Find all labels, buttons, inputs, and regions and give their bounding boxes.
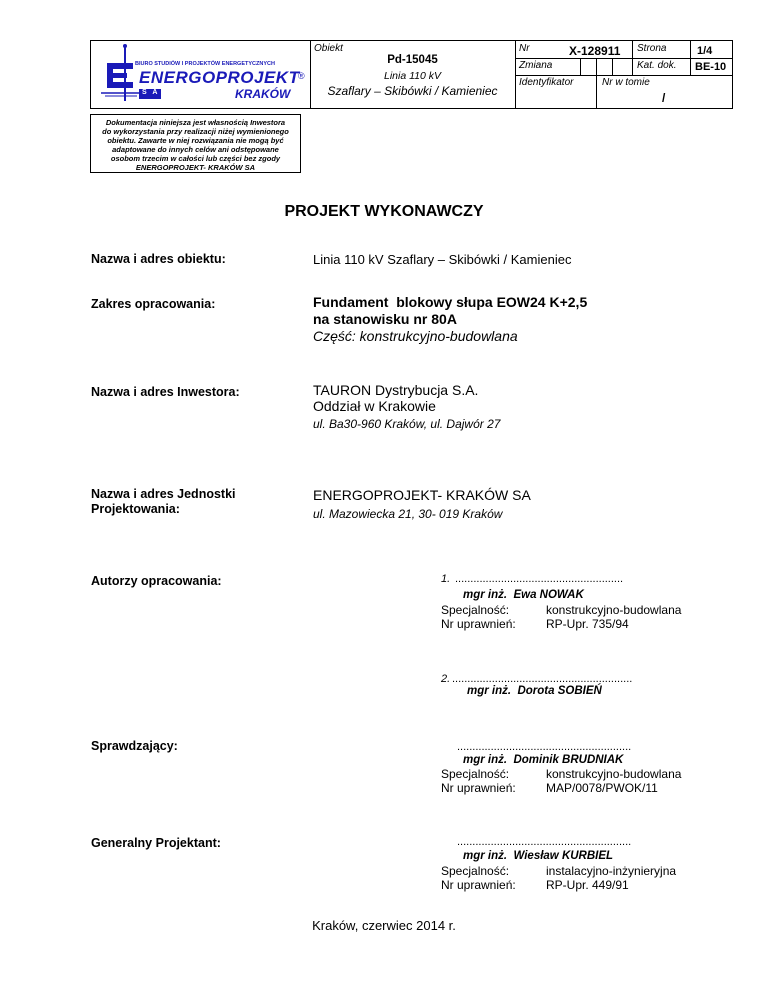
notice-line: osobom trzecim w całości lub części bez zgody <box>110 154 281 163</box>
notice-line: obiektu. Zawarte w niej rozwiązania nie mogą być <box>107 136 284 145</box>
notice-line: Dokumentacja niniejsza jest własnością Inwestora <box>105 118 286 127</box>
checker-upr-value: MAP/0078/PWOK/11 <box>546 781 658 795</box>
checker-spec-label: Specjalność: <box>441 767 510 781</box>
logo-top-text: BIURO STUDIÓW I PROJEKTÓW ENERGETYCZNYCH <box>135 61 275 67</box>
document-header <box>90 40 733 109</box>
page-title: PROJEKT WYKONAWCZY <box>284 203 484 220</box>
author-2-signature-line: ........................................................... <box>452 673 633 685</box>
inwestor-line-3: ul. Ba30-960 Kraków, ul. Dajwór 27 <box>313 417 501 431</box>
general-signature-line: ......................................................... <box>457 836 632 848</box>
zakres-line-1: Fundament blokowy słupa EOW24 K+2,5 <box>313 294 588 310</box>
ownership-notice <box>90 114 301 173</box>
obiekt-line: Linia 110 kV <box>383 70 441 82</box>
author-1-spec-label: Specjalność: <box>441 603 510 617</box>
obiekt-label: Obiekt <box>314 43 343 54</box>
general-upr-label: Nr uprawnień: <box>441 878 516 892</box>
inwestor-line-1: TAURON Dystrybucja S.A. <box>313 382 479 398</box>
company-logo <box>93 43 309 105</box>
checker-spec-value: konstrukcyjno-budowlana <box>546 767 682 781</box>
author-2-number: 2. <box>441 673 451 685</box>
author-1-spec-value: konstrukcyjno-budowlana <box>546 603 682 617</box>
logo-sa: S A <box>142 89 160 96</box>
jednostka-field-label-2: Projektowania: <box>91 502 180 516</box>
notice-line: ENERGOPROJEKT- KRAKÓW SA <box>135 163 256 172</box>
general-name: mgr inż. Wiesław KURBIEL <box>463 850 614 862</box>
nr-label: Nr <box>519 43 530 54</box>
author-1-upr-label: Nr uprawnień: <box>441 617 516 631</box>
author-2-name: mgr inż. Dorota SOBIEŃ <box>467 685 602 697</box>
author-1-number: 1. <box>441 573 451 585</box>
notice-line: do wykorzystania przy realizacji niżej wymienionego <box>102 127 289 136</box>
zakres-line-3: Część: konstrukcyjno-budowlana <box>313 328 518 344</box>
jednostka-field-label-1: Nazwa i adres Jednostki <box>91 487 236 501</box>
jednostka-line-2: ul. Mazowiecka 21, 30- 019 Kraków <box>313 507 503 521</box>
zakres-line-2: na stanowisku nr 80A <box>313 311 457 327</box>
sprawdzajacy-label: Sprawdzający: <box>91 739 178 753</box>
zmiana-label: Zmiana <box>519 60 553 71</box>
strona-label: Strona <box>637 43 667 54</box>
zakres-field-label: Zakres opracowania: <box>91 297 216 311</box>
general-spec-value: instalacyjno-inżynieryjna <box>546 864 677 878</box>
general-upr-value: RP-Upr. 449/91 <box>546 878 629 892</box>
logo-name: ENERGOPROJEKT <box>139 68 300 87</box>
checker-name: mgr inż. Dominik BRUDNIAK <box>463 754 624 766</box>
obiekt-code: Pd-15045 <box>387 54 438 66</box>
generalny-label: Generalny Projektant: <box>91 836 221 850</box>
obiekt-field-value: Linia 110 kV Szaflary – Skibówki / Kamieniec <box>313 252 572 267</box>
notice-line: adaptowane do innych celów ani odstępowane <box>112 145 279 154</box>
nr-value: X-128911 <box>569 44 621 58</box>
author-1-upr-value: RP-Upr. 735/94 <box>546 617 629 631</box>
author-1-signature-line: ....................................................... <box>455 573 624 585</box>
author-1-name: mgr inż. Ewa NOWAK <box>463 589 584 601</box>
general-spec-label: Specjalność: <box>441 864 510 878</box>
checker-upr-label: Nr uprawnień: <box>441 781 516 795</box>
logo-registered-mark: ® <box>298 71 305 81</box>
inwestor-field-label: Nazwa i adres Inwestora: <box>91 385 240 399</box>
obiekt-name: Szaflary – Skibówki / Kamieniec <box>327 84 498 98</box>
autorzy-label: Autorzy opracowania: <box>91 574 222 588</box>
kat-dok-label: Kat. dok. <box>637 60 677 71</box>
logo-city: KRAKÓW <box>235 87 291 101</box>
strona-value: 1/4 <box>697 45 713 57</box>
jednostka-line-1: ENERGOPROJEKT- KRAKÓW SA <box>313 487 531 503</box>
obiekt-field-label: Nazwa i adres obiektu: <box>91 252 226 266</box>
inwestor-line-2: Oddział w Krakowie <box>313 398 436 414</box>
checker-signature-line: ......................................................... <box>457 741 632 753</box>
kat-dok-value: BE-10 <box>695 61 727 73</box>
identyfikator-label: Identyfikator <box>519 77 574 88</box>
nr-w-tomie-label: Nr w tomie <box>602 77 650 88</box>
nr-w-tomie-value: / <box>662 91 666 105</box>
place-date: Kraków, czerwiec 2014 r. <box>312 918 456 933</box>
